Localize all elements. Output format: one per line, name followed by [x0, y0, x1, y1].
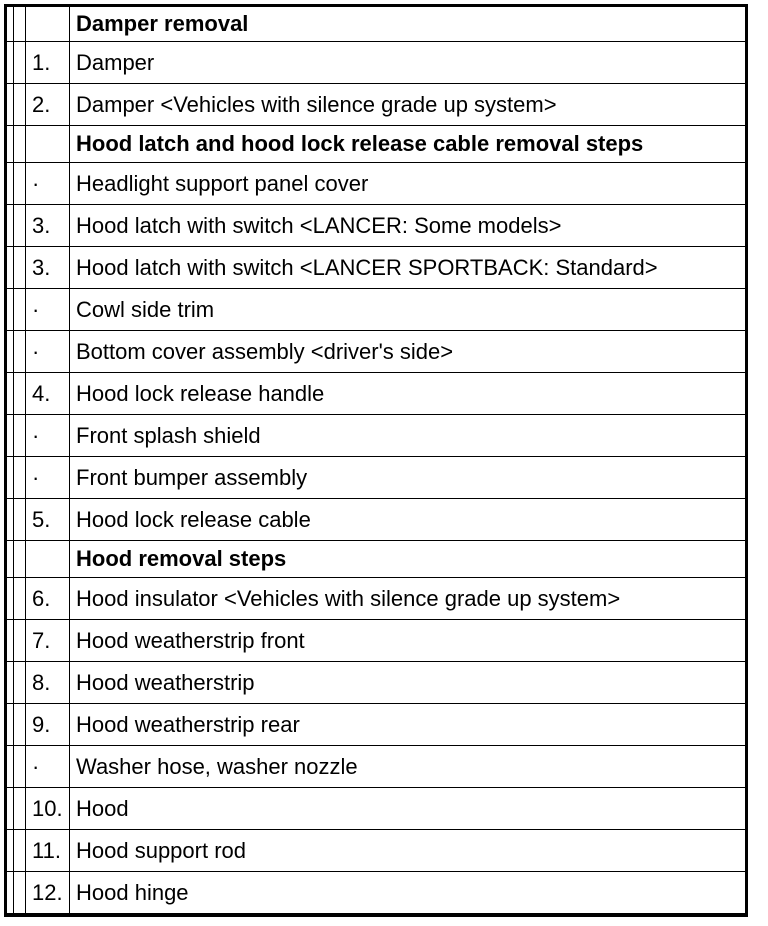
- step-number: ·: [26, 163, 70, 205]
- margin-cell: [14, 373, 26, 415]
- step-row: [7, 746, 745, 788]
- step-text: Damper <Vehicles with silence grade up system>: [70, 84, 746, 126]
- step-text: Hood lock release cable: [70, 499, 746, 541]
- section-heading-row: [7, 7, 745, 42]
- step-number: 3.: [26, 247, 70, 289]
- margin-cell: [14, 289, 26, 331]
- margin-cell: [14, 704, 26, 746]
- step-row: [7, 289, 745, 331]
- step-row: [7, 373, 745, 415]
- step-text: Hood weatherstrip: [70, 662, 746, 704]
- removal-steps-body: [7, 7, 745, 913]
- step-text: Hood hinge: [70, 872, 746, 914]
- step-number: 3.: [26, 205, 70, 247]
- step-number: [26, 541, 70, 578]
- step-row: [7, 872, 745, 914]
- step-row: [7, 499, 745, 541]
- step-text: Damper: [70, 42, 746, 84]
- step-number: 1.: [26, 42, 70, 84]
- step-row: [7, 620, 745, 662]
- margin-cell: [14, 331, 26, 373]
- step-text: Front splash shield: [70, 415, 746, 457]
- step-row: [7, 788, 745, 830]
- margin-cell: [14, 830, 26, 872]
- step-row: [7, 578, 745, 620]
- margin-cell: [14, 42, 26, 84]
- step-text: Front bumper assembly: [70, 457, 746, 499]
- margin-cell: [14, 7, 26, 42]
- step-text: Hood latch with switch <LANCER: Some models>: [70, 205, 746, 247]
- margin-cell: [14, 205, 26, 247]
- step-number: 11.: [26, 830, 70, 872]
- section-heading: Hood removal steps: [70, 541, 746, 578]
- margin-cell: [14, 499, 26, 541]
- step-row: [7, 205, 745, 247]
- step-text: Hood weatherstrip rear: [70, 704, 746, 746]
- step-row: [7, 830, 745, 872]
- margin-cell: [14, 620, 26, 662]
- step-text: Headlight support panel cover: [70, 163, 746, 205]
- removal-steps-table: [7, 7, 745, 913]
- step-text: Hood lock release handle: [70, 373, 746, 415]
- step-text: Bottom cover assembly <driver's side>: [70, 331, 746, 373]
- step-row: [7, 415, 745, 457]
- section-heading-row: [7, 126, 745, 163]
- step-number: 9.: [26, 704, 70, 746]
- step-number: ·: [26, 457, 70, 499]
- step-number: 4.: [26, 373, 70, 415]
- step-row: [7, 331, 745, 373]
- margin-cell: [14, 662, 26, 704]
- removal-steps-sheet: [4, 4, 748, 917]
- section-heading-row: [7, 541, 745, 578]
- margin-cell: [14, 578, 26, 620]
- margin-cell: [14, 788, 26, 830]
- step-number: 7.: [26, 620, 70, 662]
- margin-cell: [14, 415, 26, 457]
- margin-cell: [14, 163, 26, 205]
- step-number: 5.: [26, 499, 70, 541]
- step-number: 10.: [26, 788, 70, 830]
- step-text: Hood: [70, 788, 746, 830]
- margin-cell: [14, 457, 26, 499]
- margin-cell: [14, 746, 26, 788]
- margin-cell: [14, 84, 26, 126]
- margin-cell: [14, 247, 26, 289]
- section-heading: Hood latch and hood lock release cable removal steps: [70, 126, 746, 163]
- step-number: ·: [26, 331, 70, 373]
- step-row: [7, 84, 745, 126]
- step-row: [7, 163, 745, 205]
- step-number: [26, 7, 70, 42]
- step-number: 8.: [26, 662, 70, 704]
- step-number: 12.: [26, 872, 70, 914]
- step-number: 2.: [26, 84, 70, 126]
- step-number: ·: [26, 415, 70, 457]
- step-text: Cowl side trim: [70, 289, 746, 331]
- step-row: [7, 704, 745, 746]
- step-text: Hood support rod: [70, 830, 746, 872]
- step-number: ·: [26, 289, 70, 331]
- step-row: [7, 662, 745, 704]
- margin-cell: [14, 872, 26, 914]
- margin-cell: [14, 126, 26, 163]
- margin-cell: [14, 541, 26, 578]
- step-text: Washer hose, washer nozzle: [70, 746, 746, 788]
- step-number: [26, 126, 70, 163]
- step-row: [7, 247, 745, 289]
- step-text: Hood insulator <Vehicles with silence grade up system>: [70, 578, 746, 620]
- step-number: ·: [26, 746, 70, 788]
- step-row: [7, 42, 745, 84]
- step-text: Hood latch with switch <LANCER SPORTBACK: Standard>: [70, 247, 746, 289]
- step-number: 6.: [26, 578, 70, 620]
- section-heading: Damper removal: [76, 11, 249, 36]
- step-row: [7, 457, 745, 499]
- step-text: Hood weatherstrip front: [70, 620, 746, 662]
